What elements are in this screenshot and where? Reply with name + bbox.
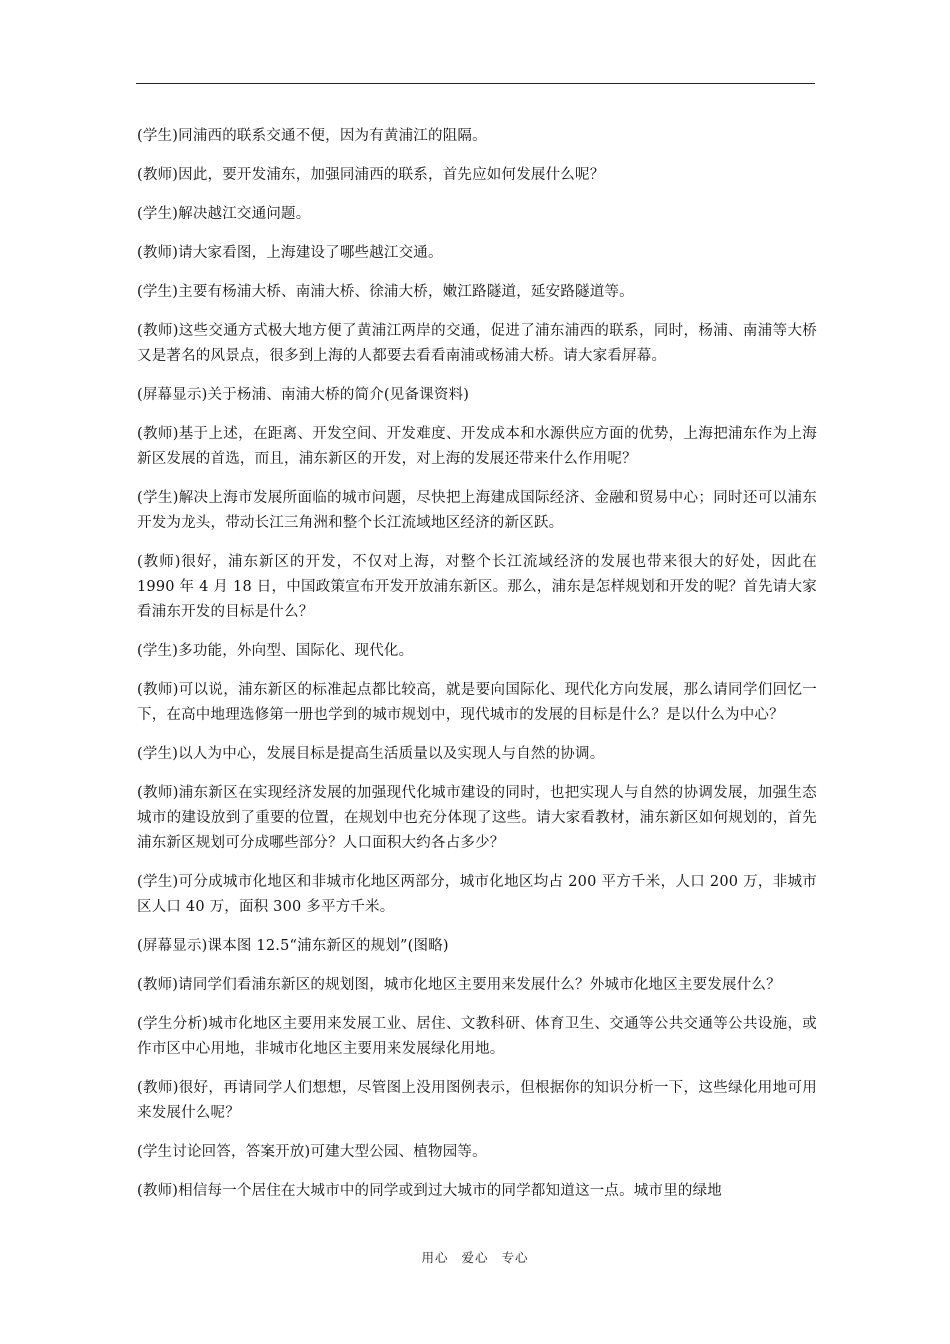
paragraph: (学生)以人为中心，发展目标是提高生活质量以及实现人与自然的协调。 bbox=[137, 746, 605, 762]
paragraph: (屏幕显示)课本图 12.5“浦东新区的规划”(图略) bbox=[137, 938, 449, 954]
paragraph: (教师)基于上述，在距离、开发空间、开发难度、开发成本和水源供应方面的优势，上海把浦东作为上海新区发展的首选，而且，浦东新区的开发，对上海的发展还带来什么作用呢？ bbox=[137, 426, 817, 467]
paragraph: (教师)相信每一个居住在大城市中的同学或到过大城市的同学都知道这一点。城市里的绿地 bbox=[137, 1183, 723, 1199]
paragraph: (教师)可以说，浦东新区的标准起点都比较高，就是要向国际化、现代化方向发展，那么请同学们回忆一下，在高中地理选修第一册也学到的城市规划中，现代城市的发展的目标是什么？是以什么为中心？ bbox=[137, 682, 817, 723]
paragraph: (学生)解决上海市发展所面临的城市问题，尽快把上海建成国际经济、金融和贸易中心；同时还可以浦东开发为龙头，带动长江三角洲和整个长江流域地区经济的新区跃。 bbox=[137, 490, 817, 531]
paragraph: (教师)很好，再请同学人们想想，尽管图上没用图例表示，但根据你的知识分析一下，这些绿化用地可用来发展什么呢？ bbox=[137, 1080, 817, 1121]
paragraph: (学生)可分成城市化地区和非城市化地区两部分，城市化地区均占 200 平方千米，人口 200 万，非城市区人口 40 万，面积 300 多平方千米。 bbox=[137, 874, 817, 915]
paragraph: (教师)很好，浦东新区的开发，不仅对上海，对整个长江流域经济的发展也带来很大的好处，因此在 1990 年 4 月 18 日，中国政策宣布开发开放浦东新区。那么，浦东是怎样规划和开发的呢？首先请大家看浦东开发的目标是什么？ bbox=[137, 554, 817, 620]
paragraph: (教师)浦东新区在实现经济发展的加强现代化城市建设的同时，也把实现人与自然的协调发展，加强生态城市的建设放到了重要的位置，在规划中也充分体现了这些。请大家看教材，浦东新区如何规划的，首先浦东新区规划可分成哪些部分？人口面积大约各占多少？ bbox=[137, 785, 817, 851]
paragraph: (学生)解决越江交通问题。 bbox=[137, 206, 311, 222]
paragraph: (学生分析)城市化地区主要用来发展工业、居住、文教科研、体育卫生、交通等公共交通等公共设施，或作市区中心用地，非城市化地区主要用来发展绿化用地。 bbox=[137, 1016, 817, 1057]
paragraph: (教师)请同学们看浦东新区的规划图，城市化地区主要用来发展什么？外城市化地区主要发展什么？ bbox=[137, 977, 781, 993]
page-footer: 用心 爱心 专心 bbox=[421, 1250, 529, 1265]
paragraph: (学生)主要有杨浦大桥、南浦大桥、徐浦大桥，嫩江路隧道，延安路隧道等。 bbox=[137, 284, 634, 300]
header-rule bbox=[136, 83, 815, 84]
paragraph: (屏幕显示)关于杨浦、南浦大桥的简介(见备课资料) bbox=[137, 387, 470, 403]
paragraph: (学生)多功能，外向型、国际化、现代化。 bbox=[137, 643, 414, 659]
paragraph: (学生讨论回答，答案开放)可建大型公园、植物园等。 bbox=[137, 1144, 487, 1160]
paragraph: (学生)同浦西的联系交通不便，因为有黄浦江的阻隔。 bbox=[137, 128, 487, 144]
paragraph: (教师)这些交通方式极大地方便了黄浦江两岸的交通，促进了浦东浦西的联系，同时，杨浦、南浦等大桥又是著名的风景点，很多到上海的人都要去看看南浦或杨浦大桥。请大家看屏幕。 bbox=[137, 323, 817, 364]
paragraph: (教师)请大家看图，上海建设了哪些越江交通。 bbox=[137, 245, 443, 261]
paragraph: (教师)因此，要开发浦东，加强同浦西的联系，首先应如何发展什么呢？ bbox=[137, 167, 605, 183]
document-body bbox=[137, 124, 817, 1218]
